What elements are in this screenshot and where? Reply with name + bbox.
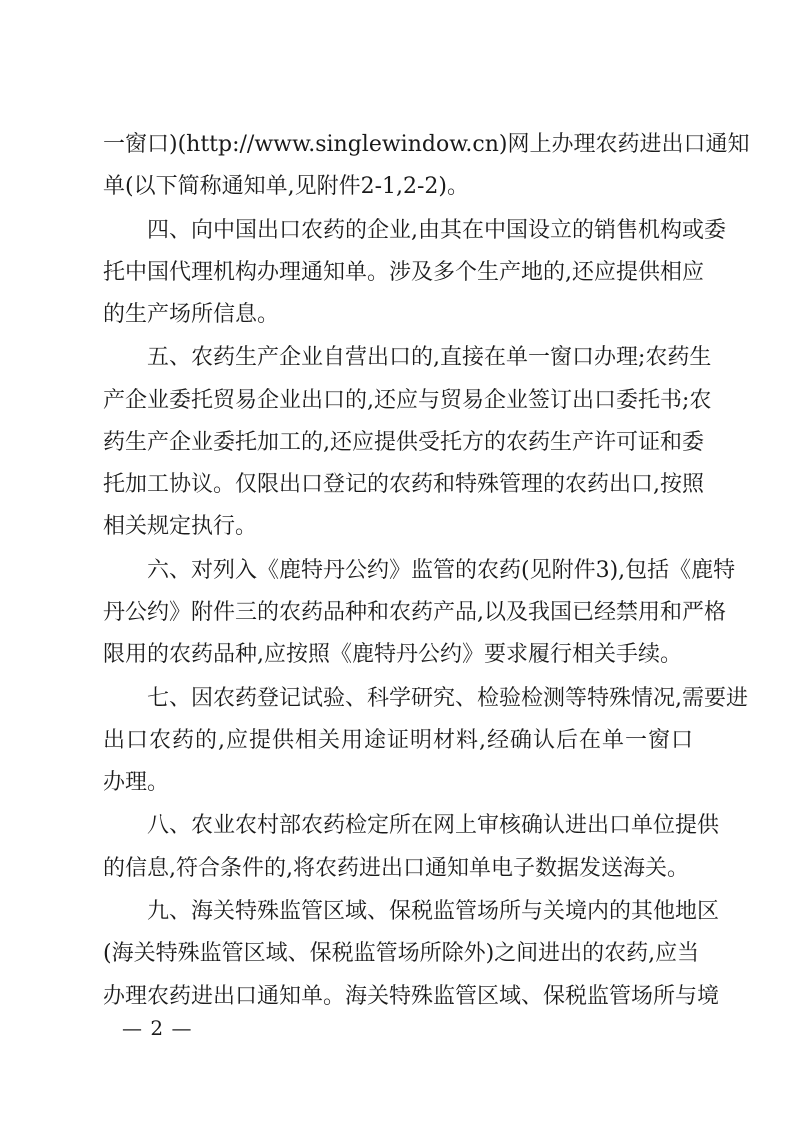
text-line-21: 办理农药进出口通知单。海关特殊监管区域、保税监管场所与境 <box>103 984 720 1009</box>
text-line-14: 七、因农药登记试验、科学研究、检验检测等特殊情况,需要进 <box>147 686 748 711</box>
text-line-15: 出口农药的,应提供相关用途证明材料,经确认后在单一窗口 <box>103 728 693 753</box>
text-line-9: 托加工协议。仅限出口登记的农药和特殊管理的农药出口,按照 <box>103 472 704 497</box>
text-line-7: 产企业委托贸易企业出口的,还应与贸易企业签订出口委托书;农 <box>103 388 712 413</box>
text-line-6: 五、农药生产企业自营出口的,直接在单一窗口办理;农药生 <box>147 345 712 370</box>
text-line-11: 六、对列入《鹿特丹公约》监管的农药(见附件3),包括《鹿特 <box>147 558 736 583</box>
text-line-1: 一窗口)(http://www.singlewindow.cn)网上办理农药进出口通知 <box>103 132 750 157</box>
text-line-13: 限用的农药品种,应按照《鹿特丹公约》要求履行相关手续。 <box>103 642 682 667</box>
text-line-4: 托中国代理机构办理通知单。涉及多个生产地的,还应提供相应 <box>103 260 704 285</box>
text-line-8: 药生产企业委托加工的,还应提供受托方的农药生产许可证和委 <box>103 430 704 455</box>
text-line-5: 的生产场所信息。 <box>103 302 280 327</box>
text-line-10: 相关规定执行。 <box>103 514 258 539</box>
text-line-18: 的信息,符合条件的,将农药进出口通知单电子数据发送海关。 <box>103 856 689 881</box>
text-line-20: (海关特殊监管区域、保税监管场所除外)之间进出的农药,应当 <box>103 941 700 966</box>
text-line-2: 单(以下简称通知单,见附件2-1,2-2)。 <box>103 174 470 199</box>
text-line-17: 八、农业农村部农药检定所在网上审核确认进出口单位提供 <box>147 813 720 838</box>
text-line-3: 四、向中国出口农药的企业,由其在中国设立的销售机构或委 <box>147 218 726 243</box>
text-line-12: 丹公约》附件三的农药品种和农药产品,以及我国已经禁用和严格 <box>103 600 726 625</box>
text-line-19: 九、海关特殊监管区域、保税监管场所与关境内的其他地区 <box>147 899 720 924</box>
page-number: — 2 — <box>122 1016 193 1040</box>
text-line-16: 办理。 <box>103 770 170 795</box>
